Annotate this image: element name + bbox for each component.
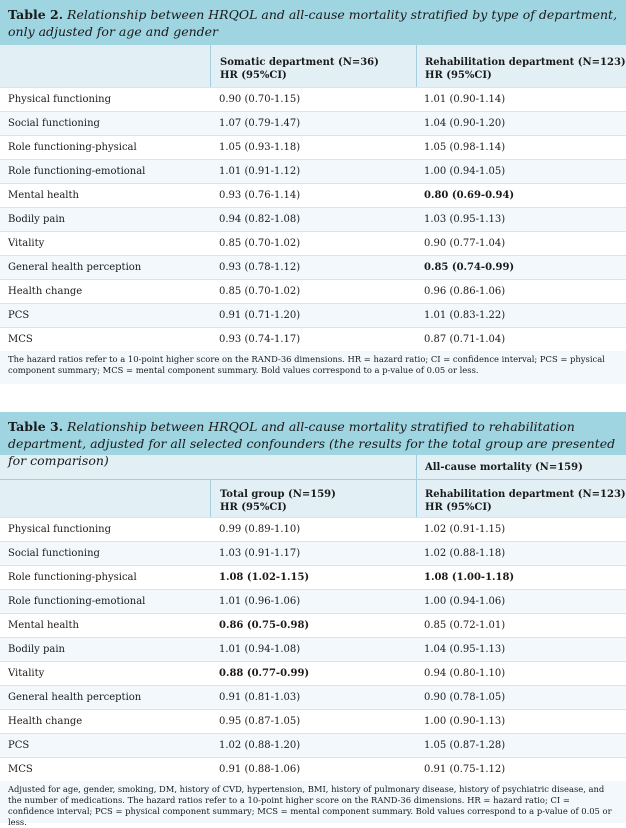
table-3-footnote: Adjusted for age, gender, smoking, DM, history of CVD, hypertension, BMI, history of pulmonary disease, history of psychiatric disease, and the number of medications. The hazard ratios refer to a 10-point higher score on the RAND-36 dimensions. HR = hazard ratio; CI = confidence interval; PCS = physical component summary; MCS = mental component summary. Bold values correspond to a p-value of 0.05 or less. (0, 781, 626, 823)
row-value-col1: 1.01 (0.96-1.06) (219, 596, 301, 607)
row-value-col2: 0.85 (0.72-1.01) (424, 620, 506, 631)
table-row (0, 661, 626, 685)
header-col-total-hr: HR (95%CI) (220, 502, 287, 513)
table-row (0, 565, 626, 589)
row-label: Role functioning-physical (8, 142, 137, 153)
table-3-body (0, 517, 626, 781)
table-row (0, 637, 626, 661)
row-label: Bodily pain (8, 644, 65, 655)
row-value-col2: 0.90 (0.77-1.04) (424, 238, 506, 249)
row-value-col2: 1.04 (0.95-1.13) (424, 644, 506, 655)
table-3-header (0, 479, 626, 517)
table-row (0, 207, 626, 231)
row-label: Mental health (8, 620, 79, 631)
table-row (0, 757, 626, 781)
row-label: MCS (8, 764, 33, 775)
row-value-col2: 0.80 (0.69-0.94) (424, 190, 515, 201)
row-value-col2: 1.00 (0.94-1.05) (424, 166, 506, 177)
row-value-col1: 1.03 (0.91-1.17) (219, 548, 301, 559)
table-gap (0, 384, 626, 412)
row-value-col1: 0.91 (0.88-1.06) (219, 764, 301, 775)
table-row (0, 159, 626, 183)
row-label: Health change (8, 716, 83, 727)
table-row (0, 733, 626, 757)
row-value-col1: 0.93 (0.74-1.17) (219, 334, 301, 345)
row-label: General health perception (8, 692, 142, 703)
header-col-rehab (416, 480, 626, 517)
header-col-somatic (210, 45, 416, 87)
row-value-col2: 1.01 (0.90-1.14) (424, 94, 506, 105)
row-value-col2: 0.94 (0.80-1.10) (424, 668, 506, 679)
table-row (0, 231, 626, 255)
row-value-col1: 0.93 (0.78-1.12) (219, 262, 301, 273)
header-col-total-label: Total group (N=159) (220, 489, 336, 500)
row-label: Physical functioning (8, 94, 111, 105)
row-label: PCS (8, 740, 30, 751)
row-label: Mental health (8, 190, 79, 201)
table-3-title: Relationship between HRQOL and all-cause mortality stratified to rehabilitation department, adjusted for all selected confounders (the results for the total group are presented for comparison) (8, 419, 616, 468)
row-value-col1: 0.88 (0.77-0.99) (219, 668, 310, 679)
table-2 (0, 0, 626, 384)
table-row (0, 111, 626, 135)
table-row (0, 327, 626, 351)
header-empty-cell (0, 45, 210, 87)
row-label: Vitality (8, 238, 45, 249)
table-row (0, 135, 626, 159)
row-label: Vitality (8, 668, 45, 679)
row-label: PCS (8, 310, 30, 321)
table-row (0, 589, 626, 613)
table-row (0, 255, 626, 279)
header-col-rehab-hr: HR (95%CI) (425, 502, 492, 513)
table-2-footnote: The hazard ratios refer to a 10-point higher score on the RAND-36 dimensions. HR = hazard ratio; CI = confidence interval; PCS = physical component summary; MCS = mental component summary. Bold values correspond to a p-value of 0.05 or less. (0, 351, 626, 384)
row-value-col2: 0.90 (0.78-1.05) (424, 692, 506, 703)
row-label: Health change (8, 286, 83, 297)
table-row (0, 685, 626, 709)
row-value-col2: 1.03 (0.95-1.13) (424, 214, 506, 225)
row-value-col1: 1.01 (0.94-1.08) (219, 644, 301, 655)
table-3-label: Table 3. (8, 419, 64, 434)
row-value-col2: 1.04 (0.90-1.20) (424, 118, 506, 129)
row-value-col2: 1.01 (0.83-1.22) (424, 310, 506, 321)
row-value-col2: 1.02 (0.88-1.18) (424, 548, 506, 559)
row-value-col2: 0.85 (0.74-0.99) (424, 262, 515, 273)
header-col-rehab-label: Rehabilitation department (N=123) (425, 489, 626, 500)
row-value-col1: 1.08 (1.02-1.15) (219, 572, 310, 583)
row-value-col2: 1.02 (0.91-1.15) (424, 524, 506, 535)
row-value-col2: 1.00 (0.94-1.06) (424, 596, 506, 607)
row-label: Social functioning (8, 118, 100, 129)
table-2-body (0, 87, 626, 351)
row-value-col2: 0.87 (0.71-1.04) (424, 334, 506, 345)
table-2-title: Relationship between HRQOL and all-cause mortality stratified by type of department, only adjusted for age and gender (8, 7, 618, 39)
row-value-col2: 0.91 (0.75-1.12) (424, 764, 506, 775)
row-value-col1: 0.91 (0.81-1.03) (219, 692, 301, 703)
header-col-somatic-label: Somatic department (N=36) (220, 57, 379, 68)
row-value-col2: 0.96 (0.86-1.06) (424, 286, 506, 297)
row-label: Role functioning-emotional (8, 596, 146, 607)
row-value-col1: 0.85 (0.70-1.02) (219, 286, 301, 297)
row-value-col1: 0.99 (0.89-1.10) (219, 524, 301, 535)
row-label: Social functioning (8, 548, 100, 559)
table-2-caption (0, 0, 626, 45)
header-col-rehab (416, 45, 626, 87)
row-value-col1: 1.05 (0.93-1.18) (219, 142, 301, 153)
table-row (0, 613, 626, 637)
row-label: Bodily pain (8, 214, 65, 225)
row-value-col2: 1.00 (0.90-1.13) (424, 716, 506, 727)
table-row (0, 303, 626, 327)
table-2-header (0, 45, 626, 87)
header-col-somatic-hr: HR (95%CI) (220, 70, 287, 81)
row-value-col1: 1.02 (0.88-1.20) (219, 740, 301, 751)
row-label: Physical functioning (8, 524, 111, 535)
row-value-col1: 0.93 (0.76-1.14) (219, 190, 301, 201)
row-value-col1: 0.86 (0.75-0.98) (219, 620, 310, 631)
row-value-col1: 0.90 (0.70-1.15) (219, 94, 301, 105)
row-value-col1: 0.94 (0.82-1.08) (219, 214, 301, 225)
header-empty-cell (0, 480, 210, 517)
header-col-rehab-label: Rehabilitation department (N=123) (425, 57, 626, 68)
row-value-col2: 1.05 (0.98-1.14) (424, 142, 506, 153)
group-label: All-cause mortality (N=159) (416, 455, 626, 479)
row-value-col1: 0.91 (0.71-1.20) (219, 310, 301, 321)
header-col-rehab-hr: HR (95%CI) (425, 70, 492, 81)
row-value-col2: 1.08 (1.00-1.18) (424, 572, 515, 583)
table-2-label: Table 2. (8, 7, 64, 22)
row-label: MCS (8, 334, 33, 345)
table-row (0, 279, 626, 303)
table-row (0, 709, 626, 733)
table-row (0, 87, 626, 111)
row-value-col1: 0.85 (0.70-1.02) (219, 238, 301, 249)
table-3 (0, 412, 626, 827)
row-value-col1: 1.01 (0.91-1.12) (219, 166, 301, 177)
row-label: Role functioning-emotional (8, 166, 146, 177)
table-row (0, 517, 626, 541)
table-row (0, 541, 626, 565)
table-row (0, 183, 626, 207)
row-label: Role functioning-physical (8, 572, 137, 583)
row-value-col2: 1.05 (0.87-1.28) (424, 740, 506, 751)
row-label: General health perception (8, 262, 142, 273)
row-value-col1: 0.95 (0.87-1.05) (219, 716, 301, 727)
row-value-col1: 1.07 (0.79-1.47) (219, 118, 301, 129)
header-col-total (210, 480, 416, 517)
